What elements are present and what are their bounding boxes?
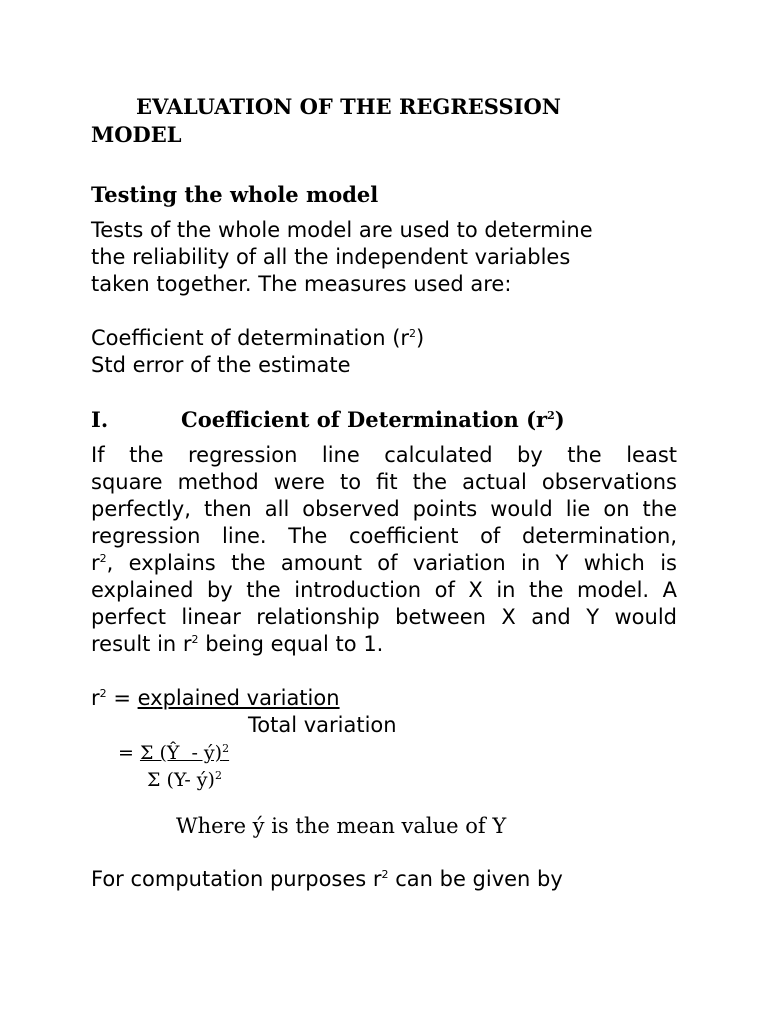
section-title-close: ) [554, 407, 565, 432]
paragraph-line: square method were to fit the actual observations [91, 470, 677, 494]
superscript-2: 2 [381, 868, 389, 881]
r-symbol: r [91, 551, 100, 575]
line-text: , explains the amount of variation in Y which is [106, 551, 677, 575]
superscript-2: 2 [222, 742, 230, 755]
superscript-2: 2 [191, 633, 199, 646]
formula-lhs: r [91, 686, 100, 710]
measure-item-std-error: Std error of the estimate [91, 353, 351, 377]
paragraph-line: explained by the introduction of X in the model. A [91, 578, 677, 602]
paragraph-line: regression line. The coefficient of determination, [91, 524, 677, 548]
denominator-text: Σ (Y- ý) [147, 769, 215, 791]
paragraph-line: perfect linear relationship between X and Y would [91, 605, 677, 629]
superscript-2: 2 [99, 687, 107, 700]
superscript-2: 2 [214, 769, 222, 782]
paragraph-line [91, 631, 677, 658]
title-line-2: MODEL [91, 122, 182, 147]
section-number: I. [91, 407, 109, 432]
superscript-2: 2 [99, 552, 107, 565]
whole-model-paragraph [91, 217, 677, 298]
whole-model-heading: Testing the whole model [91, 182, 379, 207]
line-text: being equal to 1. [198, 632, 384, 656]
superscript-2: 2 [547, 409, 555, 422]
formula-equals: = [118, 742, 140, 764]
paragraph-line: the reliability of all the independent variables [91, 245, 571, 269]
section-title: Coefficient of Determination (r [181, 407, 548, 432]
computation-line [91, 866, 677, 893]
superscript-2: 2 [409, 327, 417, 340]
page-title [91, 93, 677, 149]
formula-sum-ratio [118, 740, 229, 766]
measure-item-close: ) [416, 326, 425, 350]
formula-sum-denominator [147, 767, 222, 793]
paragraph-line: If the regression line calculated by the least [91, 443, 677, 467]
title-line-1: EVALUATION OF THE REGRESSION [136, 94, 561, 119]
line-text: can be given by [388, 867, 563, 891]
paragraph-line: Tests of the whole model are used to determine [91, 218, 593, 242]
formula-sum-numerator [140, 742, 229, 764]
section-heading [91, 406, 677, 434]
measure-item-coefficient [91, 325, 677, 352]
formula-denominator: Total variation [248, 713, 397, 737]
paragraph-line [91, 550, 677, 577]
measures-list [91, 325, 677, 379]
mean-definition: Where ý is the mean value of Y [176, 814, 507, 838]
paragraph-line: taken together. The measures used are: [91, 272, 512, 296]
line-text: For computation purposes r [91, 867, 382, 891]
formula-r-squared [91, 685, 677, 712]
section-paragraph [91, 442, 677, 658]
paragraph-line: perfectly, then all observed points would lie on the [91, 497, 677, 521]
formula-equals: = [106, 686, 138, 710]
line-text: result in r [91, 632, 192, 656]
formula-numerator: explained variation [137, 686, 340, 710]
measure-item-text: Coefficient of determination (r [91, 326, 410, 350]
numerator-text: Σ (Ŷ - ý) [139, 742, 223, 764]
